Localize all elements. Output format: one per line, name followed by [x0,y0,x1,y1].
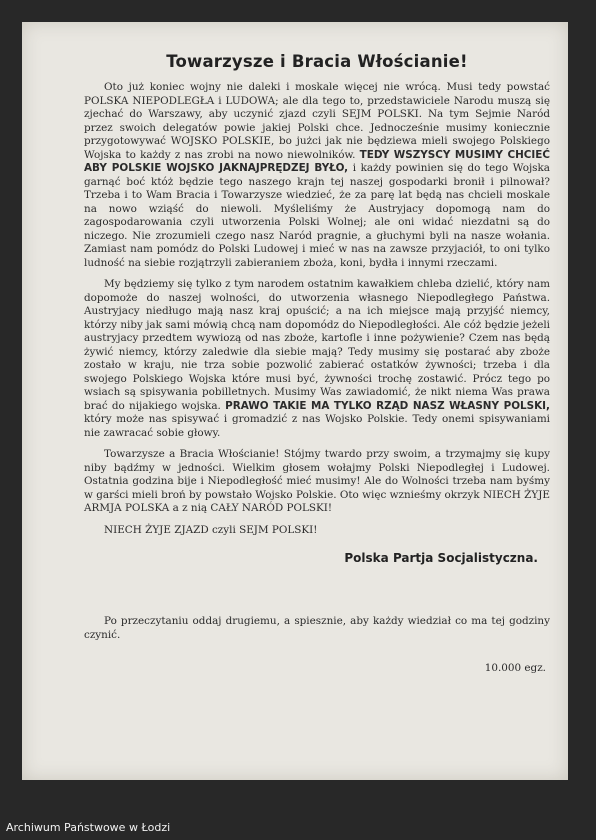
leaflet-text [84,52,550,674]
archive-label: Archiwum Państwowe w Łodzi [6,821,171,834]
paragraph-1-text-a: Oto już koniec wojny nie daleki i moskale więcej nie wrócą. Musi tedy powstać POLSKA NIEPODLEGŁA i LUDOWA; ale dla tego to, przedstawiciele Narodu muszą się zjechać do Warszawy, aby uczynić zjazd czyli SEJM POLSKI. Na tym Sejmie Naród przez swoich delegatów powie jakiej Polski chce. Jednocześnie musimy koniecznie przygotowywać WOJSKO POLSKIE, bo jużci jak nie będziewa mieli swojego Polskiego Wojska to każdy z nas zrobi na nowo niewolników. [84,81,550,161]
paragraph-1-emphasis: TEDY WSZYSCY MUSIMY CHCIEĆ ABY POLSKIE WOJSKO JAKNAJPRĘDZEJ BYŁO, [84,148,550,174]
paragraph-3-emphasis: NIECH ŻYJE ARMJA POLSKA a z nią CAŁY NARÓD POLSKI! [84,488,550,514]
print-run: 10.000 egz. [484,662,546,674]
slogan: NIECH ŻYJE ZJAZD czyli SEJM POLSKI! [104,523,318,536]
paragraph-1-text-c: i każdy powinien się do tego Wojska garnąć boć któż będzie tego naszego krajn tej naszej gospodarki bronił i pilnował? Trzeba i to Wam Bracia i Towarzysze wiedzieć, że za parę lat będą nas chcieli moskale na nowo wziąść do niewoli. Myśleliśmy że Austryjacy dopomogą nam do zagospodarowania czyli utworzenia Polski Wolnej; ale oni widać niezdatni są do niczego. Nie zrozumieli czego nasz Naród pragnie, a głuchymi byli na nasze wołania. Zamiast nam pomódz do Polski Ludowej i mieć w nas na zawsze przyjaciół, to oni tylko ludność na siebie rozjątrzyli zabieraniem zboża, koni, bydła i innymi rzeczami. [84,162,551,269]
closing-note: Po przeczytaniu oddaj drugiemu, a spiesznie, aby każdy wiedział co ma tej godziny czynić. [84,615,550,641]
paragraph-3-text-a: Towarzysze a Bracia Włościanie! Stójmy twardo przy swoim, a trzymajmy się kupy niby bądźmy w jedności. Wielkim głosem wołajmy Polski Niepodległej i Ludowej. Ostatnia godzina bije i Niepodległość mieć musimy! Ale do Wolności trzeba nam byśmy w garści mieli broń by powstało Wojsko Polskie. Oto więc wznieśmy okrzyk [84,448,550,501]
signature: Polska Partja Socjalistyczna. [344,551,538,565]
paragraph-2-text-c: który może nas spisywać i gromadzić z nas Wojsko Polskie. Tedy onemi spisywaniami nie zawracać sobie głowy. [84,413,550,439]
document-title: Towarzysze i Bracia Włościanie! [166,52,468,71]
paragraph-2-emphasis: PRAWO TAKIE MA TYLKO RZĄD NASZ WŁASNY POLSKI, [225,399,550,412]
paragraph-2 [84,278,550,440]
paragraph-3 [84,448,550,516]
paragraph-2-text-a: My będziemy się tylko z tym narodem ostatnim kawałkiem chleba dzielić, który nam dopomoże do naszej wolności, do utworzenia własnego Niepodległego Państwa. Austryjacy niedługo mają nasz kraj opuścić; a na ich miejsce mają przyjść niemcy, którzy niby jak sami mówią chcą nam dopomódz do Niepodległości. Ale cóż będzie jeżeli austryjacy przedtem wywiozą od nas zboże, kartofle i inne pożywienie? Czem nas będą żywić niemcy, którzy zaledwie dla siebie mają? Tedy musimy się postarać aby zboże zostało w kraju, nie trza sobie pozwolić zabierać ostatków żywności; trzeba i dla swojego Polskiego Wojska które musi być, żywności trochę zostawić. Prócz tego po wsiach są spisywania pobilletnych. Musimy Was zawiadomić, że nikt niema Was prawa brać do nijakiego wojska. [84,278,550,412]
document-sheet [22,22,568,780]
paragraph-1 [84,81,550,270]
